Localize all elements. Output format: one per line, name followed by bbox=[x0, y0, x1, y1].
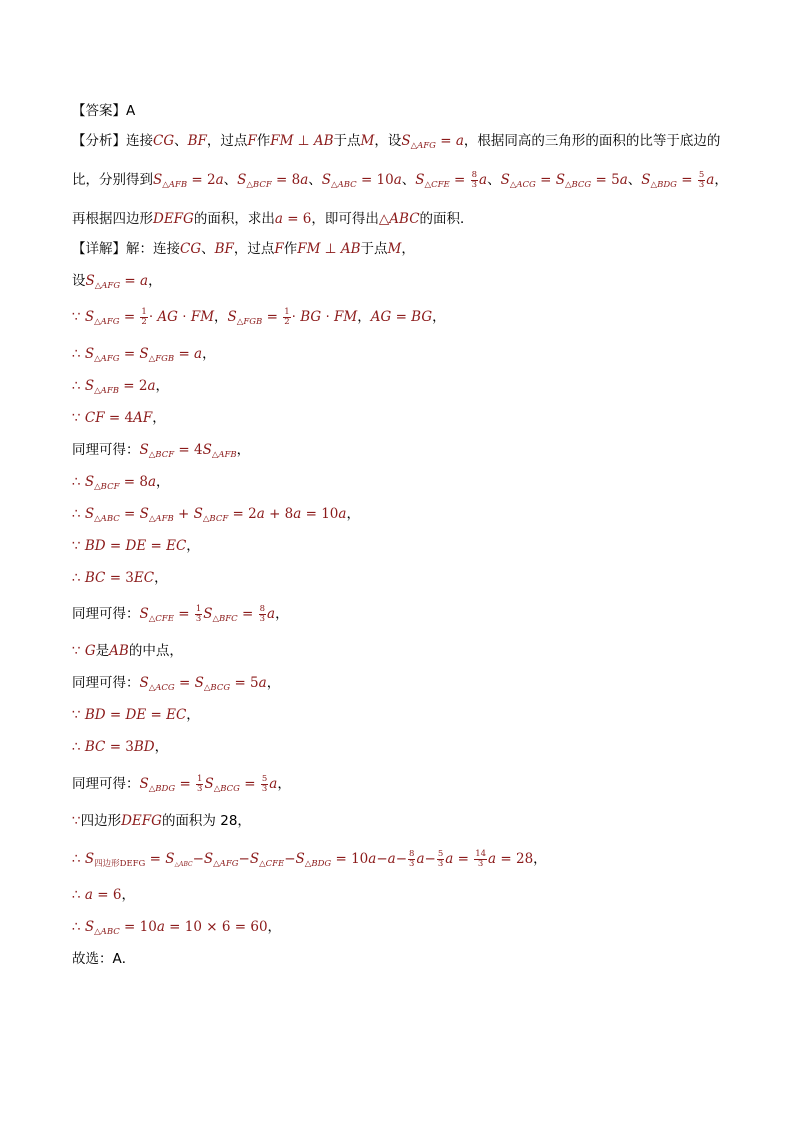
detail-line-3: ∵ $S_{\triangle AFG}$ = $\frac{1}{2}$ · AG · FM，$S_{\triangle FGB}$ = $\frac{1}{2}$ · BG · FM，AG = BG， bbox=[72, 307, 446, 327]
detail-line-11: ∴ BC = 3EC， bbox=[72, 570, 168, 586]
detail-line-15: ∵ BD = DE = EC， bbox=[72, 707, 200, 723]
detail-line-13: ∵ G是AB的中点， bbox=[72, 643, 183, 659]
answer-value: A bbox=[126, 103, 136, 119]
detail-line-16: ∴ BC = 3BD， bbox=[72, 739, 169, 755]
detail-line-5: ∴ $S_{\triangle AFB} = 2a$， bbox=[72, 378, 170, 396]
detail-line-8: ∴ $S_{\triangle BCF} = 8a$， bbox=[72, 474, 170, 492]
detail-line-7: 同理可得：$S_{\triangle BCF} = 4S_{\triangle AFB}$， bbox=[72, 442, 251, 460]
analysis-label: 【分析】 bbox=[72, 133, 126, 149]
detail-line-10: ∵ BD = DE = EC， bbox=[72, 538, 200, 554]
detail-line-9: ∴ $S_{\triangle ABC} = S_{\triangle AFB} + S_{\triangle BCF} = 2a + 8a = 10a$， bbox=[72, 506, 360, 524]
detail-line-2: 设$S_{\triangle AFG} = a$， bbox=[72, 273, 162, 291]
detail-label: 【详解】 bbox=[72, 241, 126, 257]
answer-label: 【答案】 bbox=[72, 103, 126, 119]
answer-line bbox=[72, 102, 135, 120]
detail-line-21: ∴ $S_{\triangle ABC} = 10a = 10 \times 6 = 60$， bbox=[72, 919, 282, 937]
analysis-paragraph: 【分析】连接CG、BF，过点F作FM ⊥ AB于点M，设$S_{\triangle AFG} = a$，根据同高的三角形的面积的比等于底边的比，分别得到$S_{\triangle AFB} = 2a$、$S_{\triangle BCF} = 8a$、$S_{\triangle ABC} = 10a$、$S_{\triangle CFE}$ = $\frac{8}{3}$ a、$S_{\triangle ACG} = S_{\triangle BCG} = 5a$、$S_{\triangle BDG}$ = $\frac{5}{3}$ a，再根据四边形DEFG的面积，求出a = 6，即可得出△ABC的面积． bbox=[72, 133, 728, 227]
choose-line: 故选：A． bbox=[72, 951, 136, 967]
detail-line-14: 同理可得：$S_{\triangle ACG} = S_{\triangle BCG} = 5a$， bbox=[72, 675, 281, 693]
detail-line-17: 同理可得：$S_{\triangle BDG}$ = $\frac{1}{3}$ $S_{\triangle BCG}$ = $\frac{5}{3}$ a， bbox=[72, 774, 291, 794]
detail-line-6: ∵ CF = 4AF， bbox=[72, 410, 166, 426]
detail-line-4: ∴ $S_{\triangle AFG} = S_{\triangle FGB} = a$， bbox=[72, 346, 216, 364]
detail-line-18: ∵四边形DEFG的面积为 28， bbox=[72, 813, 251, 829]
detail-line-19: ∴ $S_{四边形DEFG} = S_{\triangle ABC}-S_{\triangle AFG}-S_{\triangle CFE}-S_{\triangle BDG} = 10a-a-$ $\frac{8}{3}$ a− $\frac{5}{3}$ a = $\frac{14}{3}$ a = 28， bbox=[72, 849, 547, 869]
detail-line-12: 同理可得：$S_{\triangle CFE}$ = $\frac{1}{3}$ $S_{\triangle BFC}$ = $\frac{8}{3}$ a， bbox=[72, 604, 289, 624]
detail-line-20: ∴ a = 6， bbox=[72, 887, 135, 903]
detail-line-1: 【详解】解：连接CG、BF，过点F作FM ⊥ AB于点M， bbox=[72, 241, 415, 257]
